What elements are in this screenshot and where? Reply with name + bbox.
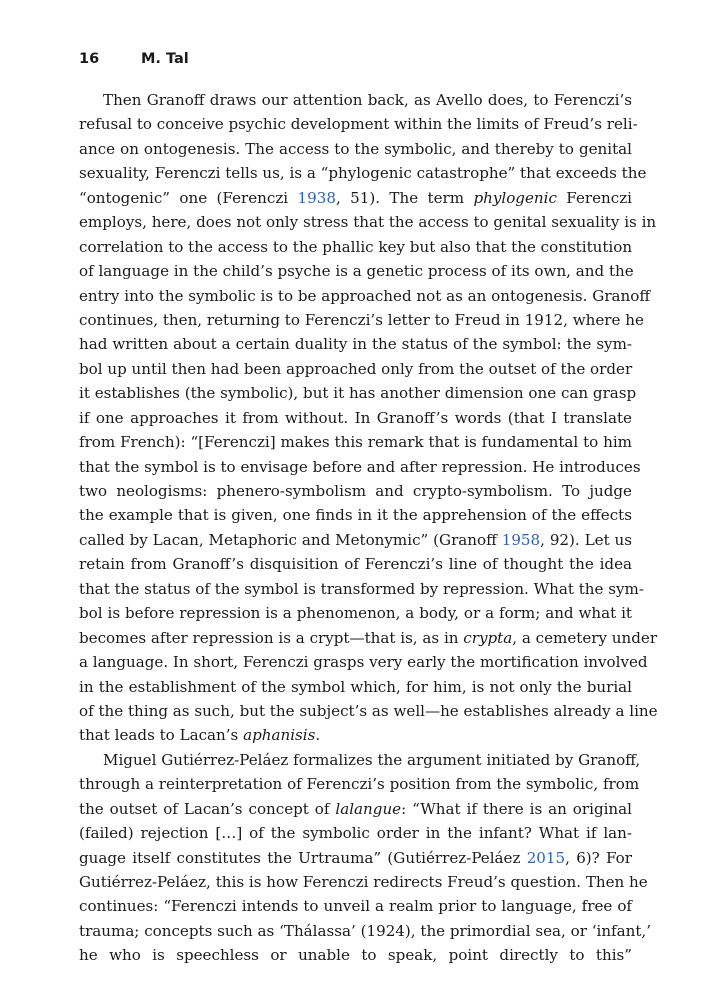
citation-link[interactable]: 2015 [526, 848, 566, 867]
text-line: a language. In short, Ferenczi grasps very early the mortification involved [79, 653, 648, 672]
running-header [79, 51, 189, 67]
text-line: that the symbol is to envisage before and after repression. He introduces [79, 457, 641, 476]
text-line: Then Granoff draws our attention back, as Avello does, to Ferenczi’s [103, 91, 632, 109]
text-line: in the establishment of the symbol which, for him, is not only the burial [79, 677, 632, 696]
text-line: that leads to Lacan’s aphanisis. [79, 726, 321, 745]
text-line: correlation to the access to the phallic key but also that the constitution [79, 237, 633, 256]
text-line: two neologisms: phenero-symbolism and crypto-symbolism. To judge [79, 482, 632, 500]
text-line: sexuality, Ferenczi tells us, is a “phylogenic catastrophe” that exceeds the [79, 164, 647, 183]
text-line: had written about a certain duality in the status of the symbol: the sym- [79, 335, 632, 354]
text-line: from French): “[Ferenczi] makes this remark that is fundamental to him [79, 433, 632, 452]
text-line: it establishes (the symbolic), but it has another dimension one can grasp [79, 384, 637, 403]
citation-link[interactable]: 1958 [501, 530, 541, 549]
text-line: entry into the symbolic is to be approached not as an ontogenesis. Granoff [79, 286, 651, 305]
text-line: becomes after repression is a crypt—that is, as in crypta, a cemetery under [79, 628, 658, 647]
text-line: the example that is given, one finds in it the apprehension of the effects [79, 506, 632, 525]
text-line: trauma; concepts such as ‘Thálassa’ (1924), the primordial sea, or ‘infant,’ [79, 921, 652, 940]
text-line: through a reinterpretation of Ferenczi’s position from the symbolic, from [79, 775, 640, 794]
text-line: of the thing as such, but the subject’s as well—he establishes already a line [79, 701, 658, 720]
page-number: 16 [79, 51, 100, 67]
text-line: employs, here, does not only stress that the access to genital sexuality is in [79, 213, 657, 232]
text-line: called by Lacan, Metaphoric and Metonymic” (Granoff 1958, 92). Let us [79, 530, 632, 549]
text-line: “ontogenic” one (Ferenczi 1938, 51). The term phylogenic Ferenczi [79, 188, 632, 207]
text-line: continues, then, returning to Ferenczi’s letter to Freud in 1912, where he [79, 310, 644, 329]
body-text [79, 88, 658, 968]
text-line: bol up until then had been approached only from the outset of the order [79, 359, 633, 378]
text-line: he who is speechless or unable to speak, point directly to this” [79, 946, 632, 965]
text-line: that the status of the symbol is transformed by repression. What the sym- [79, 579, 644, 598]
text-line: Miguel Gutiérrez-Peláez formalizes the argument initiated by Granoff, [103, 750, 641, 769]
citation-link[interactable]: 1938 [297, 188, 336, 207]
text-line: if one approaches it from without. In Granoff’s words (that I translate [79, 408, 632, 427]
text-line: Gutiérrez-Peláez, this is how Ferenczi redirects Freud’s question. Then he [79, 873, 648, 891]
text-line: refusal to conceive psychic development within the limits of Freud’s reli- [79, 115, 638, 134]
text-line: the outset of Lacan’s concept of lalangue: “What if there is an original [79, 799, 632, 818]
text-line: continues: “Ferenczi intends to unveil a realm prior to language, free of [79, 897, 632, 916]
running-author: M. Tal [141, 51, 189, 67]
text-line: of language in the child’s psyche is a genetic process of its own, and the [79, 262, 634, 281]
text-line: guage itself constitutes the Urtrauma” (Gutiérrez-Peláez 2015, 6)? For [79, 848, 632, 867]
text-line: bol is before repression is a phenomenon, a body, or a form; and what it [79, 604, 632, 623]
text-line: retain from Granoff’s disquisition of Ferenczi’s line of thought the idea [79, 555, 632, 574]
text-line: ance on ontogenesis. The access to the symbolic, and thereby to genital [79, 139, 632, 158]
text-line: (failed) rejection […] of the symbolic order in the infant? What if lan- [79, 824, 632, 843]
